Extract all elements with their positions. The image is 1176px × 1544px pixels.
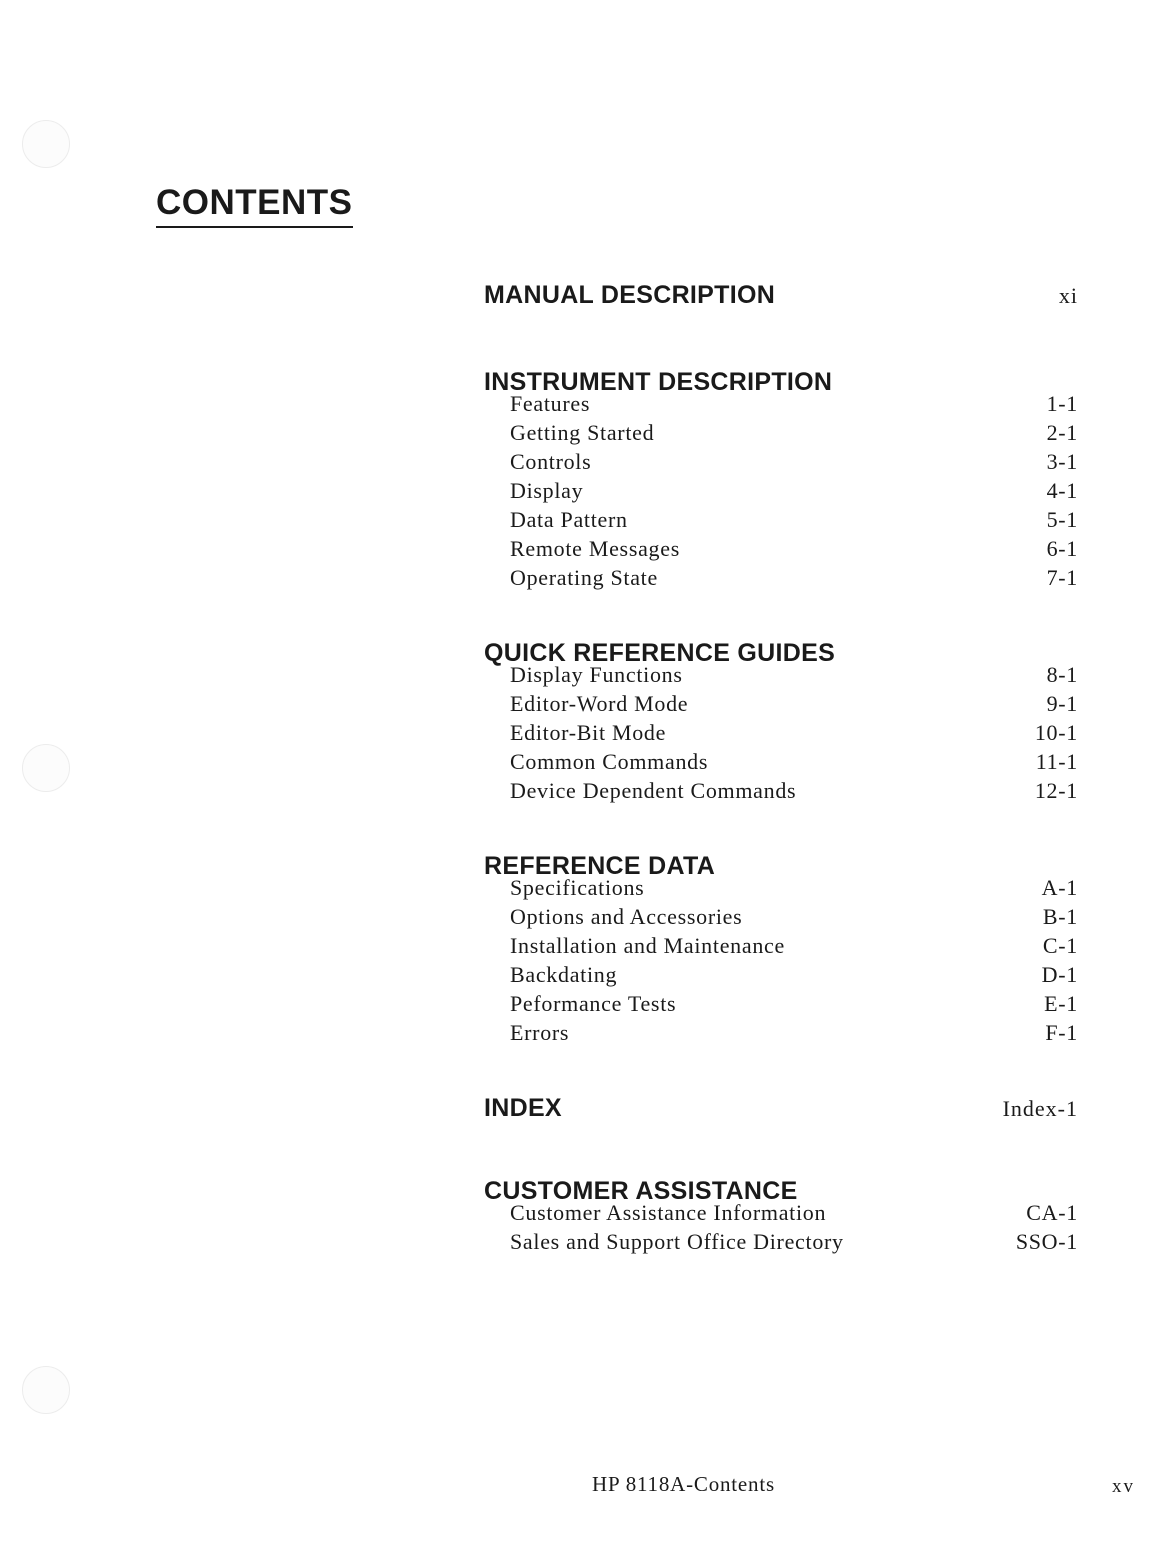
entry-label: Installation and Maintenance: [510, 933, 785, 958]
footer-page-number: xv: [1112, 1476, 1135, 1497]
section-entries: [484, 389, 1080, 592]
entry-page-number: 9-1: [1046, 691, 1078, 716]
toc-entry-data-pattern[interactable]: [484, 505, 1080, 534]
section-entries: [484, 873, 1080, 1047]
entry-label: Errors: [510, 1020, 570, 1045]
section-title: QUICK REFERENCE GUIDES: [484, 639, 836, 667]
toc-section-index: [484, 1085, 1080, 1131]
entry-label: Common Commands: [510, 749, 709, 774]
section-entries: [484, 1198, 1080, 1256]
entry-page-number: 8-1: [1046, 662, 1078, 687]
entry-page-number: 4-1: [1046, 478, 1078, 503]
entry-page-number: C-1: [1042, 933, 1078, 958]
punch-hole-bottom: [22, 1366, 70, 1414]
toc-section-instrument-description: [484, 359, 1080, 592]
entry-label: Customer Assistance Information: [510, 1200, 827, 1225]
punch-hole-top: [22, 120, 70, 168]
table-of-contents: [484, 272, 1080, 1256]
toc-entry-specifications[interactable]: [484, 873, 1080, 902]
toc-section-reference-data: [484, 843, 1080, 1047]
toc-entry-operating-state[interactable]: [484, 563, 1080, 592]
section-entries: [484, 660, 1080, 805]
section-title: INSTRUMENT DESCRIPTION: [484, 368, 833, 396]
entry-label: Sales and Support Office Directory: [510, 1229, 844, 1254]
entry-label: Display Functions: [510, 662, 683, 687]
toc-entry-getting-started[interactable]: [484, 418, 1080, 447]
toc-entry-installation-and-maintenance[interactable]: [484, 931, 1080, 960]
entry-page-number: E-1: [1044, 991, 1078, 1016]
entry-label: Remote Messages: [510, 536, 680, 561]
section-title: REFERENCE DATA: [484, 852, 716, 880]
entry-page-number: B-1: [1042, 904, 1078, 929]
toc-entry-remote-messages[interactable]: [484, 534, 1080, 563]
toc-entry-customer-assistance-information[interactable]: [484, 1198, 1080, 1227]
section-title: CUSTOMER ASSISTANCE: [484, 1177, 798, 1205]
toc-entry-sales-and-support-office-directory[interactable]: [484, 1227, 1080, 1256]
entry-page-number: 6-1: [1046, 536, 1078, 561]
entry-page-number: 7-1: [1046, 565, 1078, 590]
entry-page-number: CA-1: [1026, 1200, 1078, 1225]
entry-page-number: A-1: [1041, 875, 1078, 900]
toc-section-manual-description: [484, 272, 1080, 318]
toc-entry-backdating[interactable]: [484, 960, 1080, 989]
entry-label: Controls: [510, 449, 592, 474]
entry-label: Device Dependent Commands: [510, 778, 797, 803]
entry-page-number: 5-1: [1046, 507, 1078, 532]
section-heading-row[interactable]: [484, 1085, 1080, 1131]
toc-entry-controls[interactable]: [484, 447, 1080, 476]
toc-entry-errors[interactable]: [484, 1018, 1080, 1047]
entry-page-number: 3-1: [1046, 449, 1078, 474]
entry-label: Editor-Word Mode: [510, 691, 689, 716]
toc-entry-device-dependent-commands[interactable]: [484, 776, 1080, 805]
entry-page-number: 2-1: [1046, 420, 1078, 445]
page-title: CONTENTS: [156, 182, 353, 228]
toc-entry-common-commands[interactable]: [484, 747, 1080, 776]
entry-label: Display: [510, 478, 584, 503]
entry-label: Backdating: [510, 962, 618, 987]
footer-document-title: HP 8118A-Contents: [592, 1472, 775, 1496]
toc-section-quick-reference-guides: [484, 630, 1080, 805]
entry-page-number: 12-1: [1034, 778, 1078, 803]
entry-label: Getting Started: [510, 420, 655, 445]
entry-label: Data Pattern: [510, 507, 628, 532]
entry-page-number: F-1: [1045, 1020, 1078, 1045]
entry-label: Peformance Tests: [510, 991, 677, 1016]
entry-page-number: 11-1: [1035, 749, 1078, 774]
entry-page-number: 1-1: [1046, 391, 1078, 416]
toc-entry-display[interactable]: [484, 476, 1080, 505]
section-page-number: Index-1: [1002, 1096, 1078, 1121]
entry-label: Operating State: [510, 565, 658, 590]
entry-page-number: 10-1: [1034, 720, 1078, 745]
entry-page-number: SSO-1: [1015, 1229, 1078, 1254]
entry-label: Features: [510, 391, 591, 416]
entry-label: Options and Accessories: [510, 904, 743, 929]
entry-label: Specifications: [510, 875, 645, 900]
entry-page-number: D-1: [1041, 962, 1078, 987]
toc-entry-performance-tests[interactable]: [484, 989, 1080, 1018]
section-page-number: xi: [1058, 283, 1078, 308]
section-heading-row[interactable]: [484, 272, 1080, 318]
toc-entry-editor-word-mode[interactable]: [484, 689, 1080, 718]
toc-section-customer-assistance: [484, 1168, 1080, 1256]
toc-entry-options-and-accessories[interactable]: [484, 902, 1080, 931]
entry-label: Editor-Bit Mode: [510, 720, 667, 745]
toc-entry-editor-bit-mode[interactable]: [484, 718, 1080, 747]
section-title: INDEX: [484, 1094, 562, 1122]
punch-hole-middle: [22, 744, 70, 792]
section-title: MANUAL DESCRIPTION: [484, 281, 776, 309]
